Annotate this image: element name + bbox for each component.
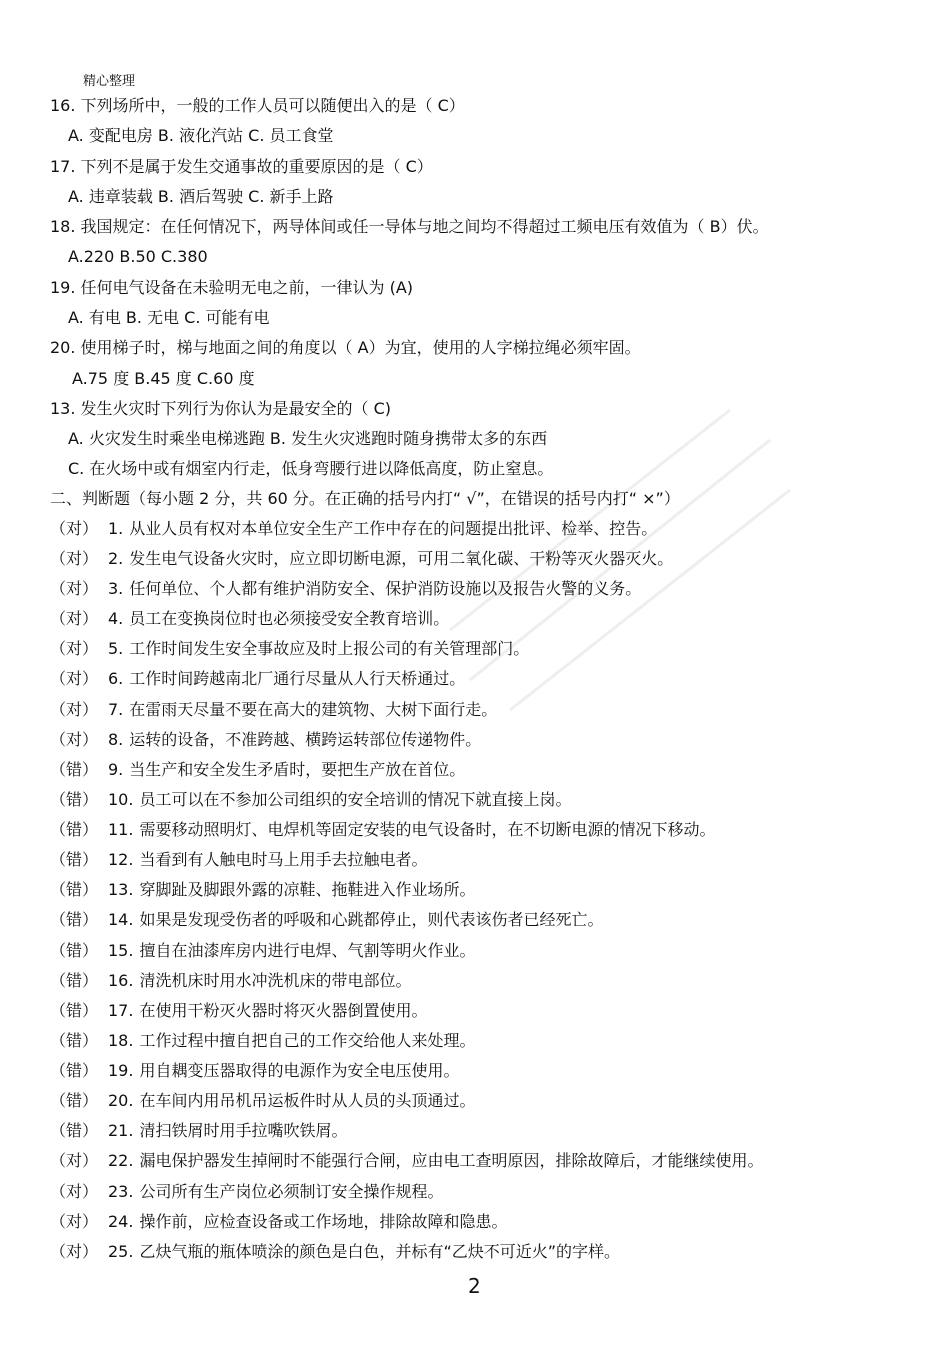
judgment-number: 23. bbox=[108, 1182, 134, 1201]
judgment-number: 22. bbox=[108, 1151, 134, 1170]
judgment-number: 11. bbox=[108, 820, 134, 839]
judgment-item bbox=[50, 729, 481, 751]
judgment-number: 19. bbox=[108, 1061, 134, 1080]
question-13-options: A. 火灾发生时乘坐电梯逃跑 B. 发生火灾逃跑时随身携带太多的东西 bbox=[68, 429, 548, 448]
judgment-mark: （对） bbox=[50, 1182, 99, 1201]
judgment-mark: （错） bbox=[50, 760, 99, 779]
judgment-mark: （错） bbox=[50, 880, 99, 899]
judgment-text: 乙炔气瓶的瓶体喷涂的颜色是白色，并标有“乙炔不可近火”的字样。 bbox=[139, 1242, 621, 1261]
judgment-text: 在使用干粉灭火器时将灭火器倒置使用。 bbox=[139, 1001, 428, 1020]
judgment-mark: （对） bbox=[50, 700, 99, 719]
judgment-number: 8. bbox=[108, 730, 124, 749]
judgment-text: 运转的设备，不准跨越、横跨运转部位传递物件。 bbox=[129, 730, 482, 749]
judgment-number: 17. bbox=[108, 1001, 134, 1020]
judgment-text: 穿脚趾及脚跟外露的凉鞋、拖鞋进入作业场所。 bbox=[139, 880, 476, 899]
judgment-text: 在车间内用吊机吊运板件时从人员的头顶通过。 bbox=[139, 1091, 476, 1110]
judgment-item bbox=[50, 970, 411, 992]
judgment-number: 9. bbox=[108, 760, 124, 779]
judgment-number: 5. bbox=[108, 639, 124, 658]
judgment-text: 员工在变换岗位时也必须接受安全教育培训。 bbox=[129, 609, 450, 628]
judgment-text: 擅自在油漆库房内进行电焊、气割等明火作业。 bbox=[139, 941, 476, 960]
judgment-number: 21. bbox=[108, 1121, 134, 1140]
judgment-mark: （错） bbox=[50, 1091, 99, 1110]
question-13: 13. 发生火灾时下列行为你认为是最安全的（ C) bbox=[50, 399, 392, 418]
judgment-mark: （对） bbox=[50, 639, 99, 658]
judgment-text: 员工可以在不参加公司组织的安全培训的情况下就直接上岗。 bbox=[139, 790, 572, 809]
judgment-text: 工作时间跨越南北厂通行尽量从人行天桥通过。 bbox=[129, 669, 466, 688]
section-title: 二、判断题（每小题 2 分，共 60 分。在正确的括号内打“ √”，在错误的括号内打“ ×”） bbox=[50, 489, 680, 508]
judgment-item bbox=[50, 819, 715, 841]
judgment-item bbox=[50, 1241, 620, 1263]
question-16: 16. 下列场所中，一般的工作人员可以随便出入的是（ C） bbox=[50, 96, 465, 115]
judgment-text: 在雷雨天尽量不要在高大的建筑物、大树下面行走。 bbox=[129, 700, 498, 719]
judgment-mark: （对） bbox=[50, 1151, 99, 1170]
question-18-options: A.220 B.50 C.380 bbox=[68, 247, 208, 266]
page-number: 2 bbox=[468, 1274, 481, 1298]
judgment-number: 25. bbox=[108, 1242, 134, 1261]
judgment-mark: （错） bbox=[50, 1031, 99, 1050]
question-16-options: A. 变配电房 B. 液化汽站 C. 员工食堂 bbox=[68, 126, 334, 145]
judgment-number: 13. bbox=[108, 880, 134, 899]
judgment-item bbox=[50, 909, 603, 931]
judgment-item bbox=[50, 548, 673, 570]
judgment-item bbox=[50, 1060, 459, 1082]
judgment-item bbox=[50, 518, 657, 540]
judgment-text: 任何单位、个人都有维护消防安全、保护消防设施以及报告火警的义务。 bbox=[129, 579, 642, 598]
question-19: 19. 任何电气设备在未验明无电之前，一律认为 (A) bbox=[50, 278, 414, 297]
judgment-item bbox=[50, 1120, 347, 1142]
judgment-text: 公司所有生产岗位必须制订安全操作规程。 bbox=[139, 1182, 444, 1201]
judgment-text: 清洗机床时用水冲洗机床的带电部位。 bbox=[139, 971, 412, 990]
judgment-text: 漏电保护器发生掉闸时不能强行合闸，应由电工查明原因，排除故障后，才能继续使用。 bbox=[139, 1151, 764, 1170]
judgment-number: 2. bbox=[108, 549, 124, 568]
judgment-mark: （对） bbox=[50, 519, 99, 538]
judgment-number: 3. bbox=[108, 579, 124, 598]
judgment-text: 从业人员有权对本单位安全生产工作中存在的问题提出批评、检举、控告。 bbox=[129, 519, 658, 538]
judgment-mark: （对） bbox=[50, 730, 99, 749]
judgment-mark: （错） bbox=[50, 910, 99, 929]
judgment-number: 1. bbox=[108, 519, 124, 538]
judgment-text: 工作时间发生安全事故应及时上报公司的有关管理部门。 bbox=[129, 639, 530, 658]
judgment-mark: （错） bbox=[50, 790, 99, 809]
question-19-options: A. 有电 B. 无电 C. 可能有电 bbox=[68, 308, 270, 327]
judgment-number: 7. bbox=[108, 700, 124, 719]
judgment-item bbox=[50, 699, 497, 721]
judgment-number: 14. bbox=[108, 910, 134, 929]
judgment-mark: （错） bbox=[50, 971, 99, 990]
judgment-number: 18. bbox=[108, 1031, 134, 1050]
question-20-options: A.75 度 B.45 度 C.60 度 bbox=[72, 369, 255, 388]
judgment-number: 10. bbox=[108, 790, 134, 809]
header-note: 精心整理 bbox=[83, 74, 136, 89]
judgment-mark: （对） bbox=[50, 1242, 99, 1261]
judgment-item bbox=[50, 578, 641, 600]
judgment-text: 发生电气设备火灾时，应立即切断电源，可用二氧化碳、干粉等灭火器灭火。 bbox=[129, 549, 674, 568]
judgment-item bbox=[50, 1150, 763, 1172]
judgment-mark: （对） bbox=[50, 549, 99, 568]
judgment-text: 操作前，应检查设备或工作场地，排除故障和隐患。 bbox=[139, 1212, 508, 1231]
judgment-mark: （错） bbox=[50, 1061, 99, 1080]
judgment-mark: （错） bbox=[50, 850, 99, 869]
question-17: 17. 下列不是属于发生交通事故的重要原因的是（ C） bbox=[50, 157, 433, 176]
judgment-number: 12. bbox=[108, 850, 134, 869]
question-17-options: A. 违章装载 B. 酒后驾驶 C. 新手上路 bbox=[68, 187, 334, 206]
judgment-mark: （错） bbox=[50, 941, 99, 960]
judgment-number: 15. bbox=[108, 941, 134, 960]
judgment-text: 用自耦变压器取得的电源作为安全电压使用。 bbox=[139, 1061, 460, 1080]
judgment-item bbox=[50, 638, 529, 660]
judgment-text: 工作过程中擅自把自己的工作交给他人来处理。 bbox=[139, 1031, 476, 1050]
judgment-number: 6. bbox=[108, 669, 124, 688]
judgment-item bbox=[50, 759, 465, 781]
question-13-option-c: C. 在火场中或有烟室内行走，低身弯腰行进以降低高度，防止窒息。 bbox=[68, 459, 554, 478]
judgment-item bbox=[50, 1211, 507, 1233]
judgment-item bbox=[50, 1030, 475, 1052]
judgment-item bbox=[50, 1000, 427, 1022]
judgment-item bbox=[50, 940, 475, 962]
judgment-item bbox=[50, 789, 571, 811]
judgment-item bbox=[50, 1181, 443, 1203]
judgment-text: 当生产和安全发生矛盾时，要把生产放在首位。 bbox=[129, 760, 466, 779]
judgment-number: 24. bbox=[108, 1212, 134, 1231]
question-18: 18. 我国规定：在任何情况下，两导体间或任一导体与地之间均不得超过工频电压有效值为（ B）伏。 bbox=[50, 217, 769, 236]
judgment-number: 16. bbox=[108, 971, 134, 990]
judgment-text: 需要移动照明灯、电焊机等固定安装的电气设备时，在不切断电源的情况下移动。 bbox=[139, 820, 716, 839]
question-20: 20. 使用梯子时，梯与地面之间的角度以（ A）为宜，使用的人字梯拉绳必须牢固。 bbox=[50, 338, 641, 357]
judgment-item bbox=[50, 879, 475, 901]
judgment-text: 如果是发现受伤者的呼吸和心跳都停止，则代表该伤者已经死亡。 bbox=[139, 910, 604, 929]
judgment-mark: （对） bbox=[50, 669, 99, 688]
judgment-mark: （对） bbox=[50, 609, 99, 628]
judgment-number: 20. bbox=[108, 1091, 134, 1110]
judgment-mark: （错） bbox=[50, 820, 99, 839]
judgment-mark: （对） bbox=[50, 579, 99, 598]
judgment-item bbox=[50, 668, 465, 690]
judgment-mark: （错） bbox=[50, 1001, 99, 1020]
judgment-mark: （对） bbox=[50, 1212, 99, 1231]
judgment-text: 清扫铁屑时用手拉嘴吹铁屑。 bbox=[139, 1121, 348, 1140]
judgment-item bbox=[50, 1090, 475, 1112]
judgment-number: 4. bbox=[108, 609, 124, 628]
judgment-item bbox=[50, 608, 449, 630]
judgment-mark: （错） bbox=[50, 1121, 99, 1140]
judgment-text: 当看到有人触电时马上用手去拉触电者。 bbox=[139, 850, 428, 869]
judgment-item bbox=[50, 849, 427, 871]
